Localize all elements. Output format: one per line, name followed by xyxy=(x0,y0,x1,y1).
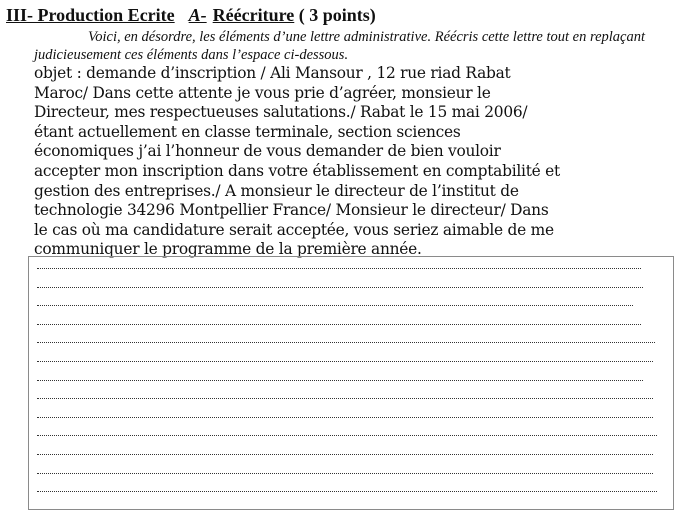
writing-line xyxy=(37,380,643,381)
letter-elements-text xyxy=(34,64,658,260)
letter-elements-line: le cas où ma candidature serait acceptée, vous seriez aimable de me xyxy=(34,220,554,239)
exercise-header xyxy=(6,4,676,26)
writing-line xyxy=(37,435,657,436)
writing-line xyxy=(37,417,653,418)
writing-line xyxy=(37,473,653,474)
writing-line xyxy=(37,398,653,399)
letter-elements-line: accepter mon inscription dans votre établissement en comptabilité et xyxy=(34,161,560,180)
writing-line xyxy=(37,454,653,455)
exercise-instructions: Voici, en désordre, les éléments d’une lettre administrative. Réécris cette lettre tout en replaçant judicieusement ces éléments dans l’espace ci-dessous. xyxy=(34,29,646,63)
letter-elements-line: communiquer le programme de la première année. xyxy=(34,240,422,259)
letter-elements-line: objet : demande d’inscription / Ali Mansour , 12 rue riad Rabat xyxy=(34,64,511,82)
letter-elements-line: étant actuellement en classe terminale, section sciences xyxy=(34,122,461,141)
writing-line xyxy=(37,305,633,306)
letter-elements-line: technologie 34296 Montpellier France/ Monsieur le directeur/ Dans xyxy=(34,201,549,220)
part-title: Réécriture xyxy=(212,5,295,25)
letter-elements-line: Directeur, mes respectueuses salutations./ Rabat le 15 mai 2006/ xyxy=(34,103,528,122)
writing-line xyxy=(37,342,655,343)
answer-writing-area[interactable] xyxy=(28,256,674,510)
letter-elements-line: Maroc/ Dans cette attente je vous prie d’agréer, monsieur le xyxy=(34,83,491,102)
writing-line xyxy=(37,268,641,269)
writing-line xyxy=(37,324,641,325)
letter-elements-line: économiques j’ai l’honneur de vous demander de bien vouloir xyxy=(34,142,501,161)
writing-line xyxy=(37,491,657,492)
part-letter: A- xyxy=(188,5,207,25)
writing-line xyxy=(37,361,653,362)
points-label: ( 3 points) xyxy=(298,5,376,25)
section-label: III- Production Ecrite xyxy=(6,5,175,25)
letter-elements-line: gestion des entreprises./ A monsieur le directeur de l’institut de xyxy=(34,181,519,200)
writing-line xyxy=(37,287,643,288)
